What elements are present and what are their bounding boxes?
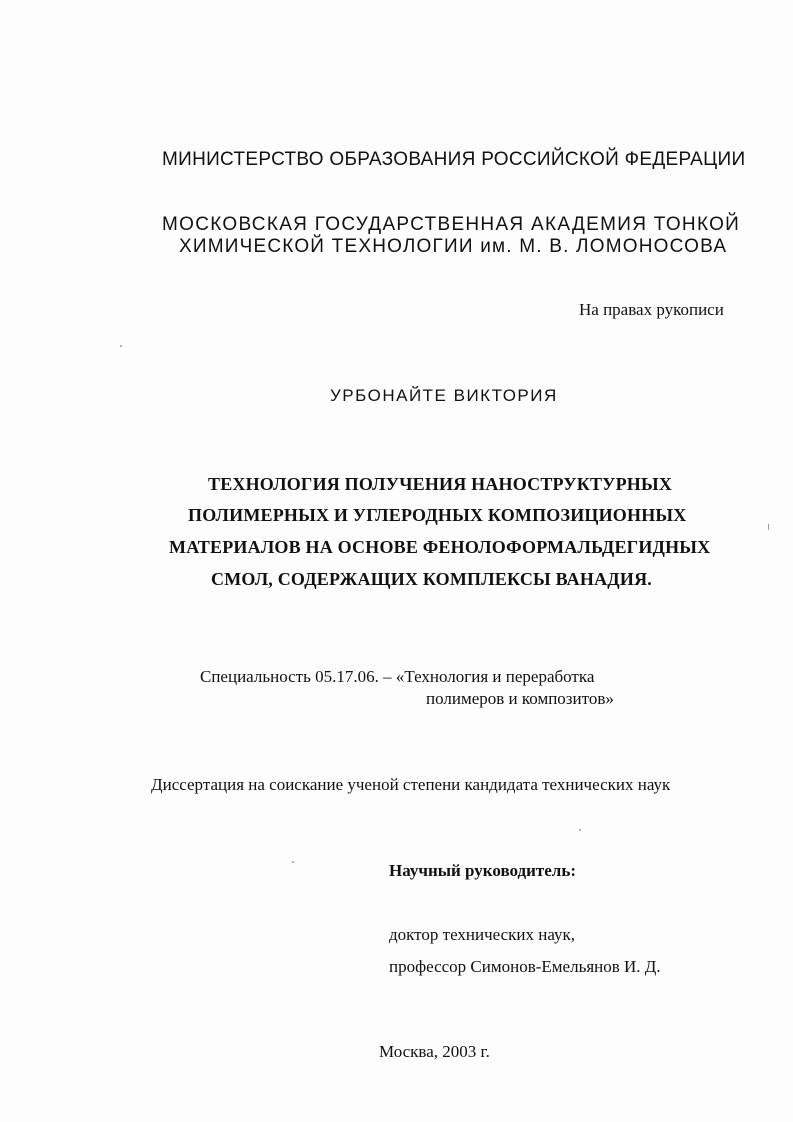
title-line-4: СМОЛ, СОДЕРЖАЩИХ КОМПЛЕКСЫ ВАНАДИЯ.: [211, 569, 652, 589]
scan-speck: [292, 861, 294, 863]
title-line-3: МАТЕРИАЛОВ НА ОСНОВЕ ФЕНОЛОФОРМАЛЬДЕГИДНЫХ: [169, 537, 711, 557]
academy-heading-line-2: ХИМИЧЕСКОЙ ТЕХНОЛОГИИ им. М. В. ЛОМОНОСОВА: [179, 236, 728, 257]
supervisor-name: профессор Симонов-Емельянов И. Д.: [389, 957, 661, 976]
scan-speck: [120, 345, 122, 347]
supervisor-degree: доктор технических наук,: [389, 925, 576, 944]
author-name: УРБОНАЙТЕ ВИКТОРИЯ: [330, 386, 558, 405]
specialty-line-1: Специальность 05.17.06. – «Технология и переработка: [200, 667, 595, 686]
manuscript-note: На правах рукописи: [579, 300, 724, 319]
ministry-heading: МИНИСТЕРСТВО ОБРАЗОВАНИЯ РОССИЙСКОЙ ФЕДЕРАЦИИ: [162, 149, 746, 170]
supervisor-label: Научный руководитель:: [389, 861, 576, 880]
academy-heading-line-1: МОСКОВСКАЯ ГОСУДАРСТВЕННАЯ АКАДЕМИЯ ТОНКОЙ: [162, 214, 741, 235]
title-line-2: ПОЛИМЕРНЫХ И УГЛЕРОДНЫХ КОМПОЗИЦИОННЫХ: [188, 505, 687, 525]
dissertation-statement: Диссертация на соискание ученой степени кандидата технических наук: [151, 775, 671, 794]
title-line-1: ТЕХНОЛОГИЯ ПОЛУЧЕНИЯ НАНОСТРУКТУРНЫХ: [208, 474, 673, 494]
city-year: Москва, 2003 г.: [379, 1042, 490, 1061]
scan-speck: [768, 524, 769, 530]
specialty-line-2: полимеров и композитов»: [426, 689, 614, 708]
scan-speck: [579, 829, 581, 831]
